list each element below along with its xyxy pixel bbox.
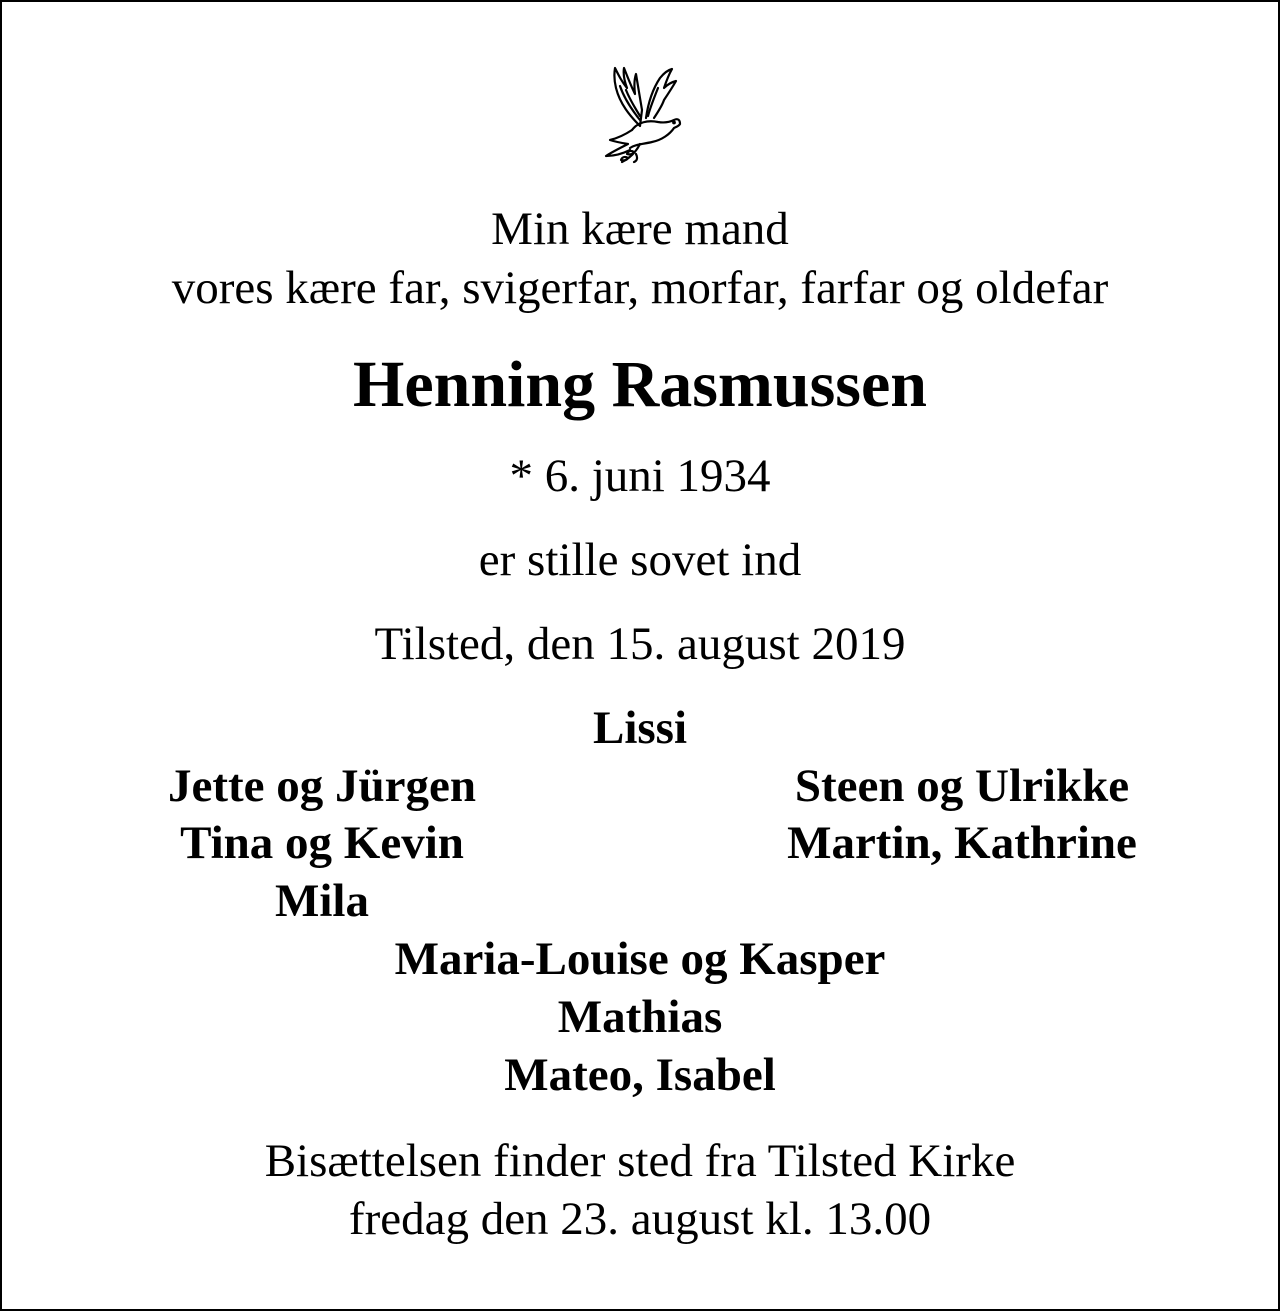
deceased-name: Henning Rasmussen	[353, 348, 927, 421]
family-right-1: Steen og Ulrikke	[794, 760, 1130, 812]
passed-away-text: er stille sovet ind	[478, 534, 802, 586]
family-center-2: Mathias	[557, 991, 723, 1043]
family-left-1: Jette og Jürgen	[167, 760, 477, 812]
family-left-3: Mila	[275, 875, 369, 927]
dove-icon	[600, 64, 686, 168]
family-spouse: Lissi	[592, 702, 688, 754]
intro-line-2: vores kære far, svigerfar, morfar, farfar og oldefar	[171, 262, 1109, 314]
place-and-date: Tilsted, den 15. august 2019	[374, 618, 906, 670]
funeral-line-1: Bisættelsen finder sted fra Tilsted Kirke	[264, 1135, 1016, 1187]
family-center-3: Mateo, Isabel	[504, 1049, 776, 1101]
intro-line-1: Min kære mand	[491, 203, 789, 255]
birth-date: * 6. juni 1934	[509, 450, 771, 502]
family-right-2: Martin, Kathrine	[787, 817, 1137, 869]
family-left-2: Tina og Kevin	[180, 817, 464, 869]
funeral-line-2: fredag den 23. august kl. 13.00	[348, 1193, 932, 1245]
family-center-1: Maria-Louise og Kasper	[394, 933, 886, 985]
